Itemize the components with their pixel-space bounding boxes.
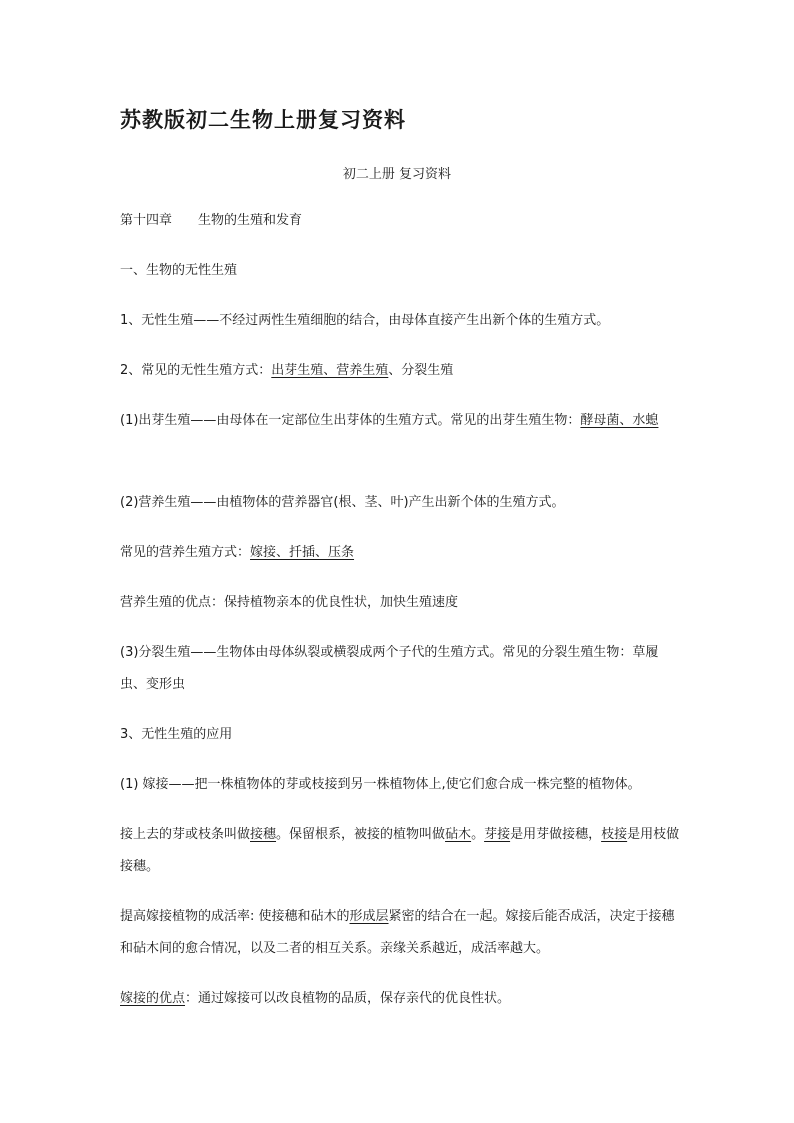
underlined-term: 枝接 [601, 827, 628, 842]
paragraph-budding [120, 405, 680, 437]
text-segment: 2、常见的无性生殖方式： [120, 363, 272, 378]
paragraph-definition: 1、无性生殖——不经过两性生殖细胞的结合，由母体直接产生出新个体的生殖方式。 [120, 313, 610, 328]
text-segment: 是用芽做接穗， [510, 827, 602, 842]
text-segment: 。 [471, 827, 485, 842]
text-segment: 紧密的结合在一起。嫁接后能否成活，决定于接穗和砧木间的愈合情况，以及二者的相互关系。亲缘关系越近，成活率越大。 [120, 909, 675, 956]
underlined-term: 砧木 [445, 827, 472, 842]
text-segment: 是用枝做接穗。 [120, 827, 680, 874]
paragraph-survival-rate [120, 901, 680, 965]
text-segment: 。保留根系，被接的植物叫做 [276, 827, 446, 842]
paragraph-grafting-advantage [120, 983, 680, 1015]
underlined-term: 酵母菌、水螅 [580, 413, 659, 428]
text-segment: 接上去的芽或枝条叫做 [120, 827, 251, 842]
underlined-term: 形成层 [349, 909, 389, 924]
section-heading-asexual: 一、生物的无性生殖 [120, 263, 238, 278]
document-subtitle: 初二上册 复习资料 [342, 167, 452, 182]
paragraph-vegetative-methods [120, 537, 680, 569]
text-segment: ：通过嫁接可以改良植物的品质，保存亲代的优良性状。 [185, 991, 511, 1006]
underlined-term: 出芽生殖、营养生殖 [271, 363, 389, 378]
document-title: 苏教版初二生物上册复习资料 [120, 107, 406, 132]
section-heading-applications: 3、无性生殖的应用 [120, 727, 233, 742]
paragraph-scion-stock [120, 819, 680, 883]
chapter-heading: 第十四章 生物的生殖和发育 [120, 213, 303, 228]
underlined-term: 嫁接的优点 [120, 991, 186, 1006]
paragraph-vegetative: (2)营养生殖——由植物体的营养器官(根、茎、叶)产生出新个体的生殖方式。 [120, 495, 565, 510]
underlined-term: 接穗 [250, 827, 277, 842]
text-segment: (1)出芽生殖——由母体在一定部位生出芽体的生殖方式。常见的出芽生殖生物： [120, 413, 581, 428]
paragraph-fission: (3)分裂生殖——生物体由母体纵裂或横裂成两个子代的生殖方式。常见的分裂生殖生物：草履虫、变形虫 [120, 645, 659, 692]
text-segment: 提高嫁接植物的成活率: 使接穗和砧木的 [120, 909, 350, 924]
text-segment: 常见的营养生殖方式： [120, 545, 251, 560]
paragraph-vegetative-advantage: 营养生殖的优点：保持植物亲本的优良性状，加快生殖速度 [120, 595, 459, 610]
underlined-term: 芽接 [484, 827, 511, 842]
underlined-term: 嫁接、扦插、压条 [250, 545, 355, 560]
text-segment: 、分裂生殖 [388, 363, 454, 378]
paragraph-common-methods [120, 355, 680, 387]
paragraph-grafting: (1) 嫁接——把一株植物体的芽或枝接到另一株植物体上,使它们愈合成一株完整的植物体。 [120, 777, 641, 792]
